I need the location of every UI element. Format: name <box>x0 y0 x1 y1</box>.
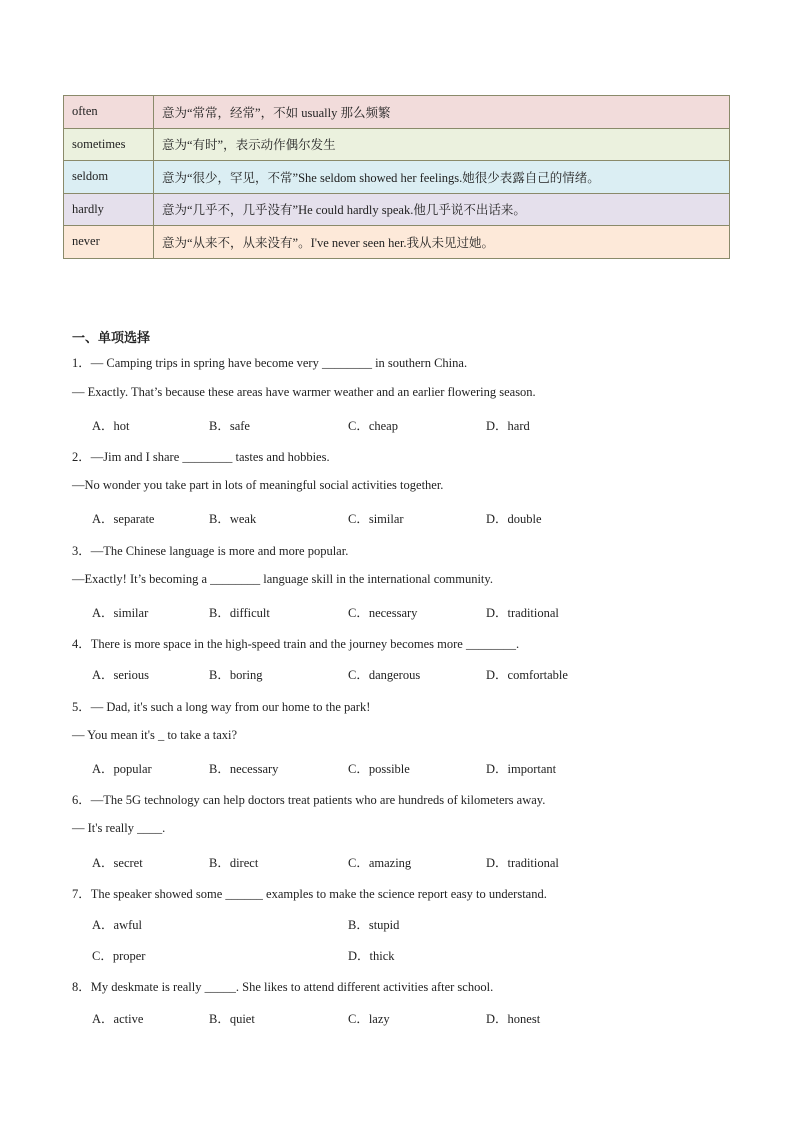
table-cell-word: seldom <box>64 161 154 194</box>
option-a: A．serious <box>92 668 149 682</box>
frequency-adverb-table <box>63 95 730 259</box>
option-a: A．active <box>92 1012 144 1026</box>
option-a: A．hot <box>92 419 130 433</box>
question-stem: 2．—Jim and I share ________ tastes and hobbies. <box>72 450 330 464</box>
table-cell-meaning: 意为“几乎不，几乎没有”He could hardly speak.他几乎说不出话来。 <box>154 193 730 226</box>
option-d: D．honest <box>486 1012 541 1026</box>
table-row <box>64 96 730 129</box>
option-b: B．necessary <box>209 762 279 776</box>
option-b: B．stupid <box>348 918 400 932</box>
table-cell-meaning: 意为“常常，经常”，不如 usually 那么频繁 <box>154 96 730 129</box>
question-stem: —Exactly! It’s becoming a ________ language skill in the international community. <box>72 572 493 586</box>
table-cell-word: sometimes <box>64 128 154 161</box>
option-c: C．necessary <box>348 606 418 620</box>
question-stem: 6．—The 5G technology can help doctors treat patients who are hundreds of kilometers away. <box>72 793 546 807</box>
table-cell-meaning: 意为“很少，罕见，不常”She seldom showed her feelings.她很少表露自己的情绪。 <box>154 161 730 194</box>
option-a: A．awful <box>92 918 142 932</box>
table-cell-meaning: 意为“从来不，从来没有”。I've never seen her.我从未见过她。 <box>154 226 730 259</box>
option-d: D．traditional <box>486 606 559 620</box>
section-title: 一、单项选择 <box>72 331 151 346</box>
table-row <box>64 193 730 226</box>
table-row <box>64 128 730 161</box>
question-stem: — Exactly. That’s because these areas have warmer weather and an earlier flowering season. <box>72 385 536 399</box>
table-cell-word: hardly <box>64 193 154 226</box>
option-d: D．comfortable <box>486 668 568 682</box>
option-c: C．similar <box>348 512 404 526</box>
table-cell-word: often <box>64 96 154 129</box>
option-a: A．secret <box>92 856 143 870</box>
option-b: B．weak <box>209 512 257 526</box>
option-c: C．possible <box>348 762 410 776</box>
table-row <box>64 226 730 259</box>
option-a: A．popular <box>92 762 152 776</box>
option-c: C．cheap <box>348 419 398 433</box>
option-d: D．traditional <box>486 856 559 870</box>
table-cell-word: never <box>64 226 154 259</box>
table-cell-meaning: 意为“有时”，表示动作偶尔发生 <box>154 128 730 161</box>
option-b: B．safe <box>209 419 250 433</box>
question-stem: 3．—The Chinese language is more and more popular. <box>72 544 349 558</box>
option-b: B．direct <box>209 856 259 870</box>
option-b: B．difficult <box>209 606 270 620</box>
table-row <box>64 161 730 194</box>
option-b: B．quiet <box>209 1012 255 1026</box>
question-stem: 4．There is more space in the high-speed train and the journey becomes more ________. <box>72 637 520 651</box>
question-stem: — You mean it's _ to take a taxi? <box>72 728 238 742</box>
question-stem: 8．My deskmate is really _____. She likes to attend different activities after school. <box>72 980 494 994</box>
option-d: D．important <box>486 762 557 776</box>
option-d: D．hard <box>486 419 530 433</box>
question-stem: 5．— Dad, it's such a long way from our home to the park! <box>72 700 371 714</box>
option-c: C．proper <box>92 949 146 963</box>
option-c: C．dangerous <box>348 668 421 682</box>
question-stem: 7．The speaker showed some ______ examples to make the science report easy to understand. <box>72 887 547 901</box>
option-c: C．amazing <box>348 856 412 870</box>
question-stem: —No wonder you take part in lots of meaningful social activities together. <box>72 478 444 492</box>
option-d: D．thick <box>348 949 395 963</box>
option-a: A．similar <box>92 606 149 620</box>
option-b: B．boring <box>209 668 263 682</box>
question-stem: 1．— Camping trips in spring have become very ________ in southern China. <box>72 356 468 370</box>
question-stem: — It's really ____. <box>72 821 166 835</box>
option-c: C．lazy <box>348 1012 390 1026</box>
option-d: D．double <box>486 512 542 526</box>
option-a: A．separate <box>92 512 155 526</box>
